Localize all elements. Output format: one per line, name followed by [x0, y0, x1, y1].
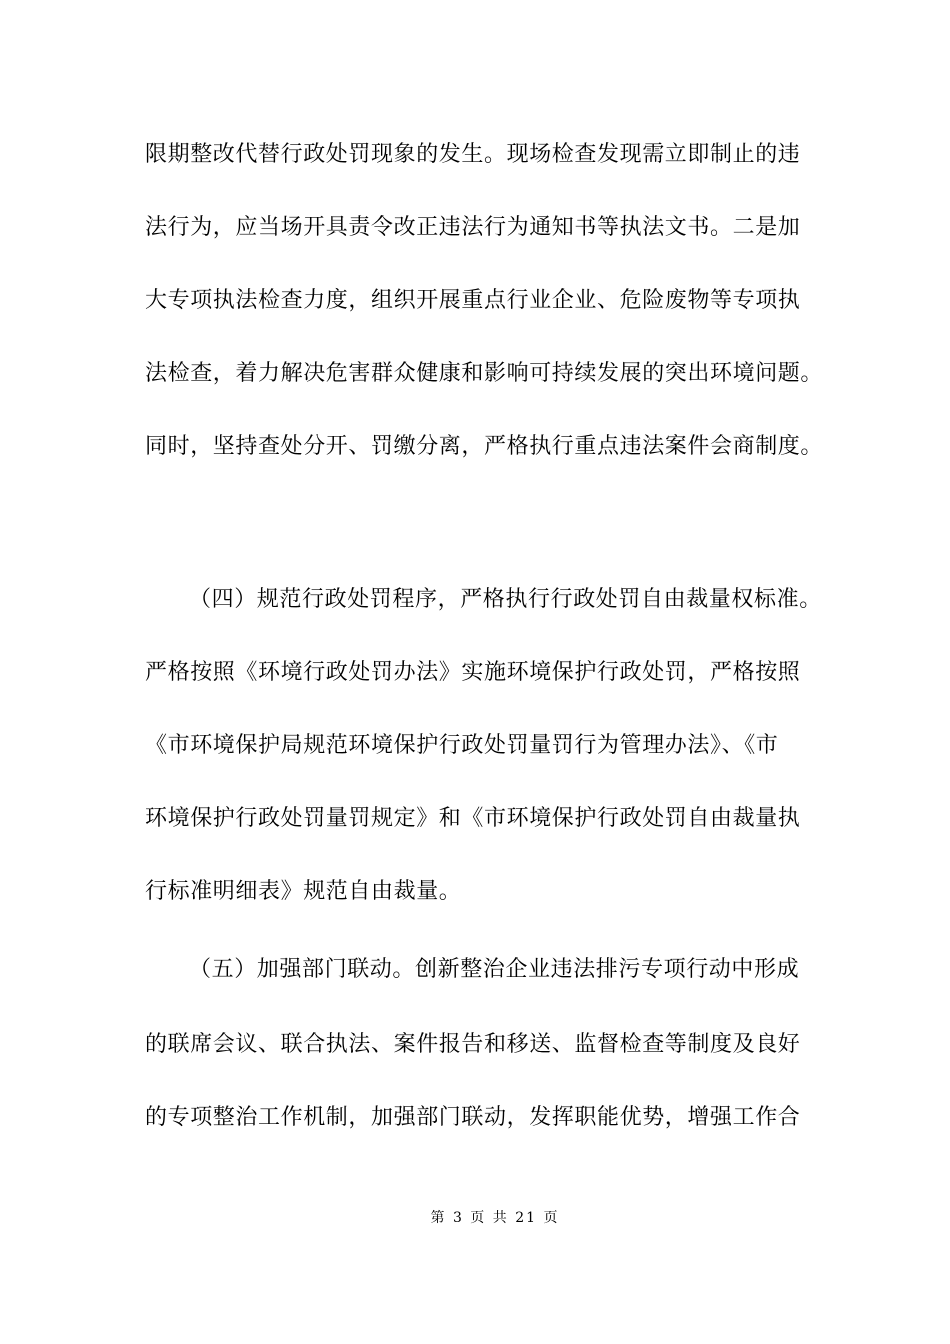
body-text-line-7: 严格按照《环境行政处罚办法》实施环境保护行政处罚，严格按照: [145, 660, 801, 685]
page-number: 第 3 页 共 21 页: [430, 1210, 560, 1226]
body-text-line-10: 行标准明细表》规范自由裁量。: [145, 879, 462, 904]
section-five-heading: （五）加强部门联动。创新整治企业违法排污专项行动中形成: [189, 957, 800, 982]
body-text-line-5: 同时，坚持查处分开、罚缴分离，严格执行重点违法案件会商制度。: [145, 434, 824, 459]
body-text-line-1: 限期整改代替行政处罚现象的发生。现场检查发现需立即制止的违: [145, 142, 801, 167]
body-text-line-3: 大专项执法检查力度，组织开展重点行业企业、危险废物等专项执: [145, 288, 801, 313]
body-text-line-2: 法行为，应当场开具责令改正违法行为通知书等执法文书。二是加: [145, 215, 801, 240]
body-text-line-4: 法检查，着力解决危害群众健康和影响可持续发展的突出环境问题。: [145, 361, 824, 386]
page-footer: [0, 1208, 950, 1228]
body-text-line-9: 环境保护行政处罚量罚规定》和《市环境保护行政处罚自由裁量执: [145, 806, 801, 831]
body-text-line-13: 的专项整治工作机制，加强部门联动，发挥职能优势，增强工作合: [145, 1105, 801, 1130]
body-text-line-8: 《市环境保护局规范环境保护行政处罚量罚行为管理办法》、《市: [145, 733, 779, 758]
section-four-heading: （四）规范行政处罚程序，严格执行行政处罚自由裁量权标准。: [189, 587, 822, 612]
body-text-line-12: 的联席会议、联合执法、案件报告和移送、监督检查等制度及良好: [145, 1032, 801, 1057]
